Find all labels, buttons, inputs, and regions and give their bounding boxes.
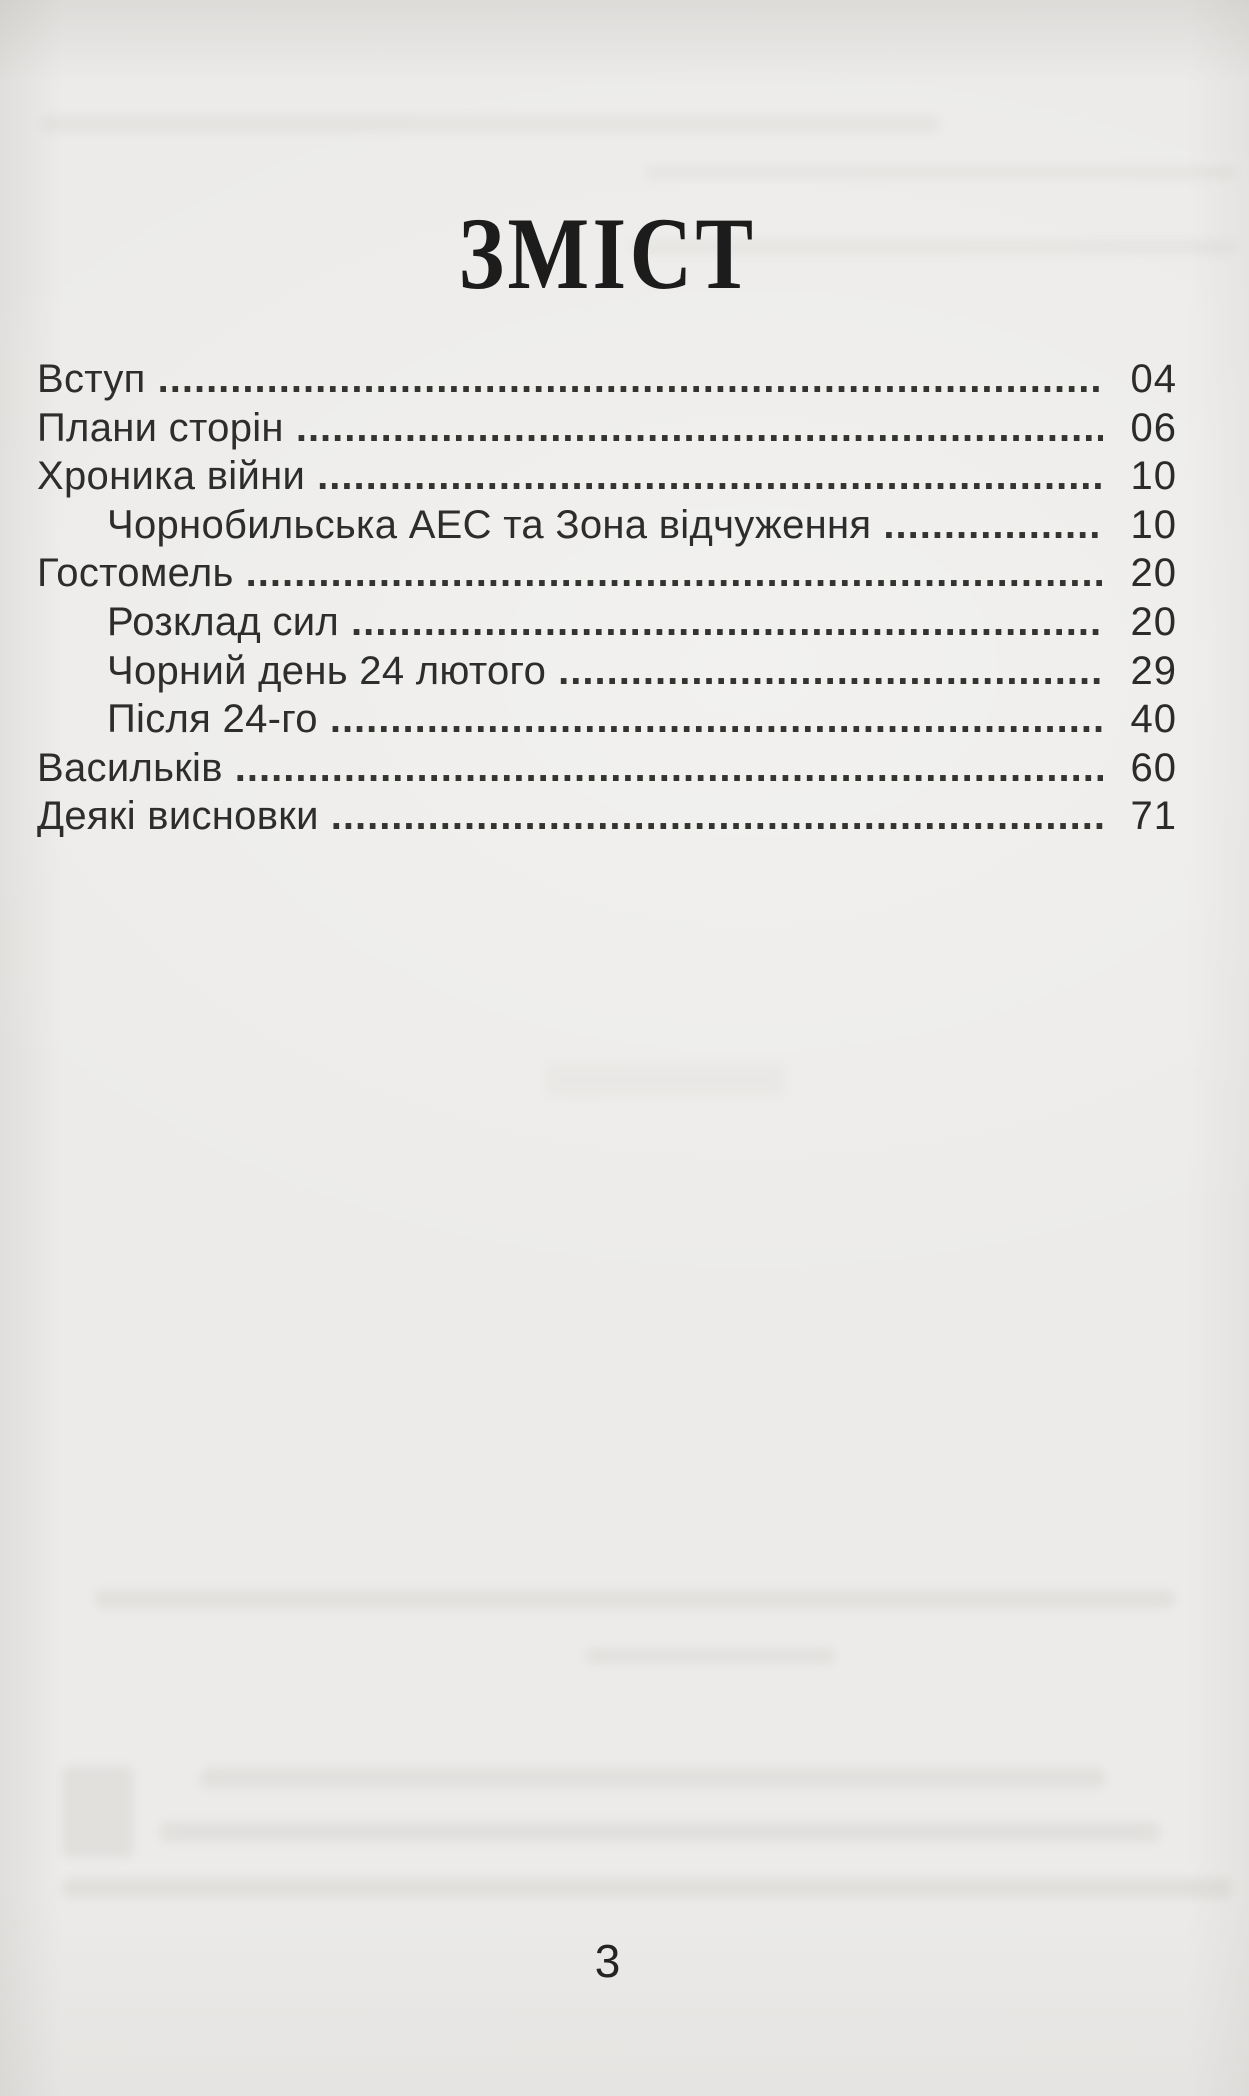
toc-dot-leader [330, 695, 1103, 744]
bleed-through-band [645, 166, 1235, 179]
toc-entry [37, 792, 1177, 841]
bleed-through-band [40, 116, 940, 132]
bleed-through-band [545, 1062, 785, 1098]
toc-entry-page: 60 [1130, 745, 1177, 790]
bleed-through-drop-cap [62, 1766, 134, 1858]
toc-entry [37, 549, 1177, 598]
toc-dot-leader [158, 355, 1103, 404]
toc-entry-label: Плани сторін [37, 405, 284, 450]
toc-entry-page: 10 [1130, 454, 1177, 499]
toc-entry [37, 695, 1177, 744]
toc-entry-page: 40 [1130, 697, 1177, 742]
contents-title: ЗМІСТ [458, 197, 757, 311]
page-number: 3 [594, 1935, 621, 1987]
toc-dot-leader [296, 404, 1103, 453]
toc-entry-page: 04 [1130, 357, 1177, 401]
toc-entry [37, 355, 1177, 404]
table-of-contents [37, 355, 1177, 841]
toc-entry-label: Деякі висновки [37, 794, 319, 839]
toc-entry-page: 20 [1130, 551, 1177, 596]
toc-entry-label: Гостомель [37, 551, 234, 596]
toc-entry-label: Після 24-го [107, 697, 318, 742]
toc-entry-label: Чорний день 24 лютого [107, 648, 547, 693]
toc-dot-leader [331, 792, 1103, 841]
toc-dot-leader [558, 647, 1103, 696]
toc-entry [37, 501, 1177, 550]
bleed-through-band [62, 1878, 1232, 1898]
toc-entry-label: Розклад сил [107, 599, 340, 644]
toc-dot-leader [351, 598, 1103, 647]
toc-entry-label: Васильків [37, 745, 223, 790]
toc-entry [37, 452, 1177, 501]
toc-entry-label: Вступ [37, 357, 146, 401]
toc-entry [37, 744, 1177, 793]
toc-entry-page: 71 [1130, 794, 1177, 839]
toc-entry-page: 20 [1130, 599, 1177, 644]
toc-entry-page: 06 [1130, 405, 1177, 450]
toc-entry [37, 404, 1177, 453]
toc-dot-leader [317, 452, 1103, 501]
bleed-through-band [585, 1648, 835, 1664]
toc-entry-page: 29 [1130, 648, 1177, 693]
bleed-through-band [200, 1768, 1105, 1788]
bleed-through-band [160, 1822, 1160, 1842]
toc-dot-leader [246, 549, 1103, 598]
toc-entry [37, 647, 1177, 696]
toc-entry-label: Чорнобильська АЕС та Зона відчуження [107, 502, 872, 547]
toc-dot-leader [883, 501, 1103, 550]
toc-entry-label: Хроника війни [37, 454, 306, 499]
toc-entry [37, 598, 1177, 647]
bleed-through-band [95, 1590, 1175, 1608]
toc-entry-page: 10 [1130, 502, 1177, 547]
toc-dot-leader [235, 744, 1103, 793]
